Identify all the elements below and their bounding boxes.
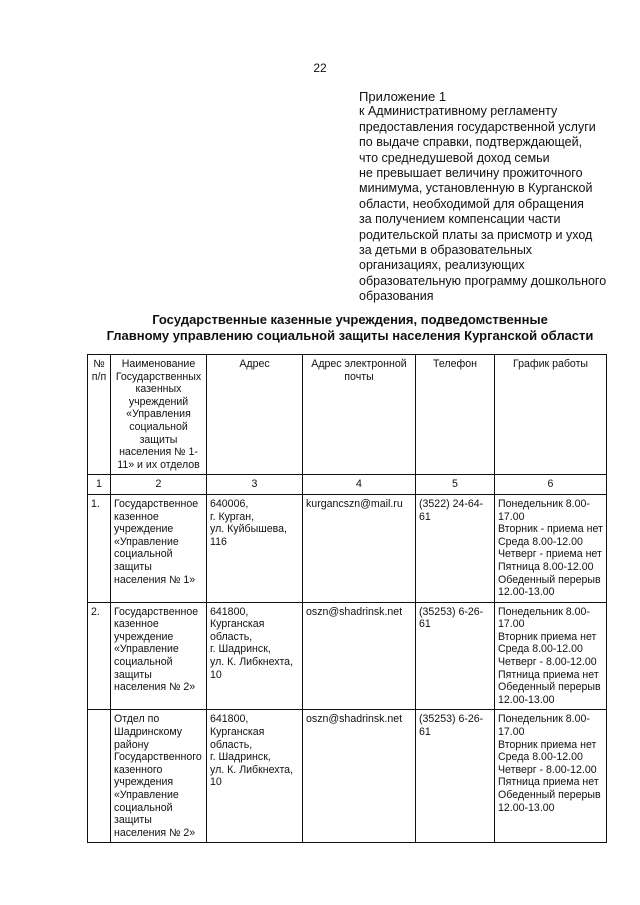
- appendix-line: к Административному регламенту: [359, 104, 558, 119]
- institution-email: oszn@shadrinsk.net: [303, 710, 416, 843]
- column-number: 3: [207, 475, 303, 495]
- header-number: № п/п: [88, 355, 111, 475]
- institution-address: 641800, Курганская область, г. Шадринск, ул. К. Либкнехта, 10: [207, 710, 303, 843]
- column-number: 5: [416, 475, 495, 495]
- document-title: [80, 312, 620, 344]
- appendix-line: за детьми в образовательных: [359, 243, 533, 258]
- institution-address: 641800, Курганская область, г. Шадринск, ул. К. Либкнехта, 10: [207, 602, 303, 710]
- header-address: Адрес: [207, 355, 303, 475]
- institution-schedule: Понедельник 8.00-17.00 Вторник - приема нет Среда 8.00-12.00 Четверг - приема нет Пятница 8.00-12.00 Обеденный перерыв 12.00-13.00: [495, 494, 607, 602]
- institution-name: Государственное казенное учреждение «Управление социальной защиты населения № 2»: [111, 602, 207, 710]
- row-number: [88, 710, 111, 843]
- row-number: 1.: [88, 494, 111, 602]
- table-row: [88, 710, 607, 843]
- appendix-line: предоставления государственной услуги: [359, 119, 596, 134]
- document-title-line1: Государственные казенные учреждения, подведомственные: [152, 312, 548, 327]
- page-number: 22: [313, 61, 327, 75]
- appendix-line: организациях, реализующих: [359, 258, 525, 273]
- institution-schedule: Понедельник 8.00-17.00 Вторник приема нет Среда 8.00-12.00 Четверг - 8.00-12.00 Пятница приема нет Обеденный перерыв 12.00-13.00: [495, 710, 607, 843]
- appendix-line: области, необходимой для обращения: [359, 196, 584, 211]
- appendix-block: [359, 89, 629, 305]
- appendix-line: что среднедушевой доход семьи: [359, 150, 550, 165]
- header-name: Наименование Государственных казенных учреждений «Управления социальной защиты населения № 1-11» и их отделов: [111, 355, 207, 475]
- appendix-line: за получением компенсации части: [359, 212, 561, 227]
- table-row: [88, 494, 607, 602]
- institutions-table: [87, 354, 607, 843]
- row-number: 2.: [88, 602, 111, 710]
- institution-phone: (35253) 6-26-61: [416, 602, 495, 710]
- column-number: 4: [303, 475, 416, 495]
- column-number: 1: [88, 475, 111, 495]
- appendix-line: минимума, установленную в Курганской: [359, 181, 593, 196]
- institution-name: Государственное казенное учреждение «Управление социальной защиты населения № 1»: [111, 494, 207, 602]
- column-number: 6: [495, 475, 607, 495]
- header-phone: Телефон: [416, 355, 495, 475]
- appendix-line: по выдаче справки, подтверждающей,: [359, 135, 583, 150]
- appendix-line: не превышает величину прожиточного: [359, 166, 583, 181]
- header-schedule: График работы: [495, 355, 607, 475]
- institution-email: kurgancszn@mail.ru: [303, 494, 416, 602]
- institution-schedule: Понедельник 8.00-17.00 Вторник приема нет Среда 8.00-12.00 Четверг - 8.00-12.00 Пятница приема нет Обеденный перерыв 12.00-13.00: [495, 602, 607, 710]
- institution-address: 640006, г. Курган, ул. Куйбышева, 116: [207, 494, 303, 602]
- appendix-line: образовательную программу дошкольного: [359, 273, 607, 288]
- institution-name: Отдел по Шадринскому району Государственного казенного учреждения «Управление социальной защиты населения № 2»: [111, 710, 207, 843]
- appendix-title: Приложение 1: [359, 89, 447, 104]
- institution-phone: (3522) 24-64-61: [416, 494, 495, 602]
- institution-email: oszn@shadrinsk.net: [303, 602, 416, 710]
- institution-phone: (35253) 6-26-61: [416, 710, 495, 843]
- column-number-row: [88, 475, 607, 495]
- header-email: Адрес электронной почты: [303, 355, 416, 475]
- table-row: [88, 602, 607, 710]
- appendix-line: родительской платы за присмотр и уход: [359, 227, 593, 242]
- table-header-row: [88, 355, 607, 475]
- column-number: 2: [111, 475, 207, 495]
- appendix-line: образования: [359, 289, 434, 304]
- document-title-line2: Главному управлению социальной защиты населения Курганской области: [106, 328, 594, 343]
